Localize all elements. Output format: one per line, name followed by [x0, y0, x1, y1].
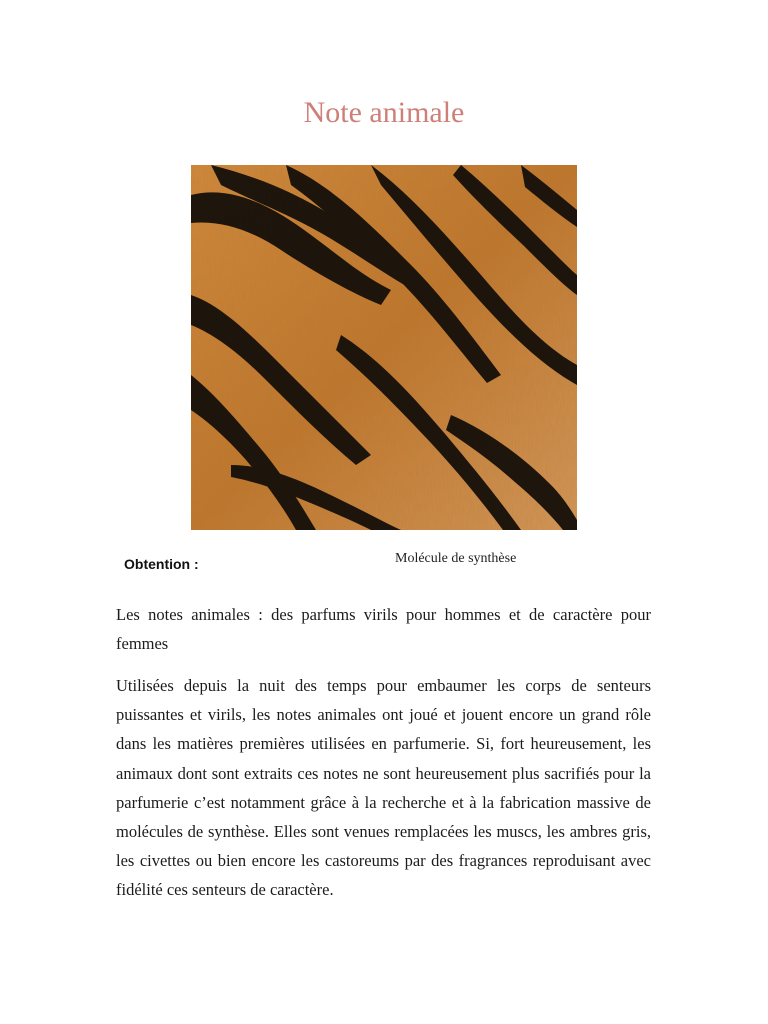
- paragraph-body: Utilisées depuis la nuit des temps pour embaumer les corps de senteurs puissantes et virils, les notes animales ont joué et jouent encore un grand rôle dans les matières premières utilisées en parfumerie. Si, fort heureusement, les animaux dont sont extraits ces notes ne sont heureusement plus sacrifiés pour la parfumerie c’est notamment grâce à la recherche et à la fabrication massive de molécules de synthèse. Elles sont venues remplacées les muscs, les ambres gris, les civettes ou bien encore les castoreums par des fragrances reproduisant avec fidélité ces senteurs de caractère.: [116, 676, 651, 900]
- obtention-label: Obtention :: [124, 556, 199, 572]
- page-title: Note animale: [303, 96, 465, 129]
- tiger-fur-texture: [191, 165, 577, 530]
- image-caption: Molécule de synthèse: [395, 551, 517, 566]
- tiger-fur-image: [191, 165, 577, 530]
- paragraph-intro: Les notes animales : des parfums virils pour hommes et de caractère pour femmes: [116, 605, 651, 654]
